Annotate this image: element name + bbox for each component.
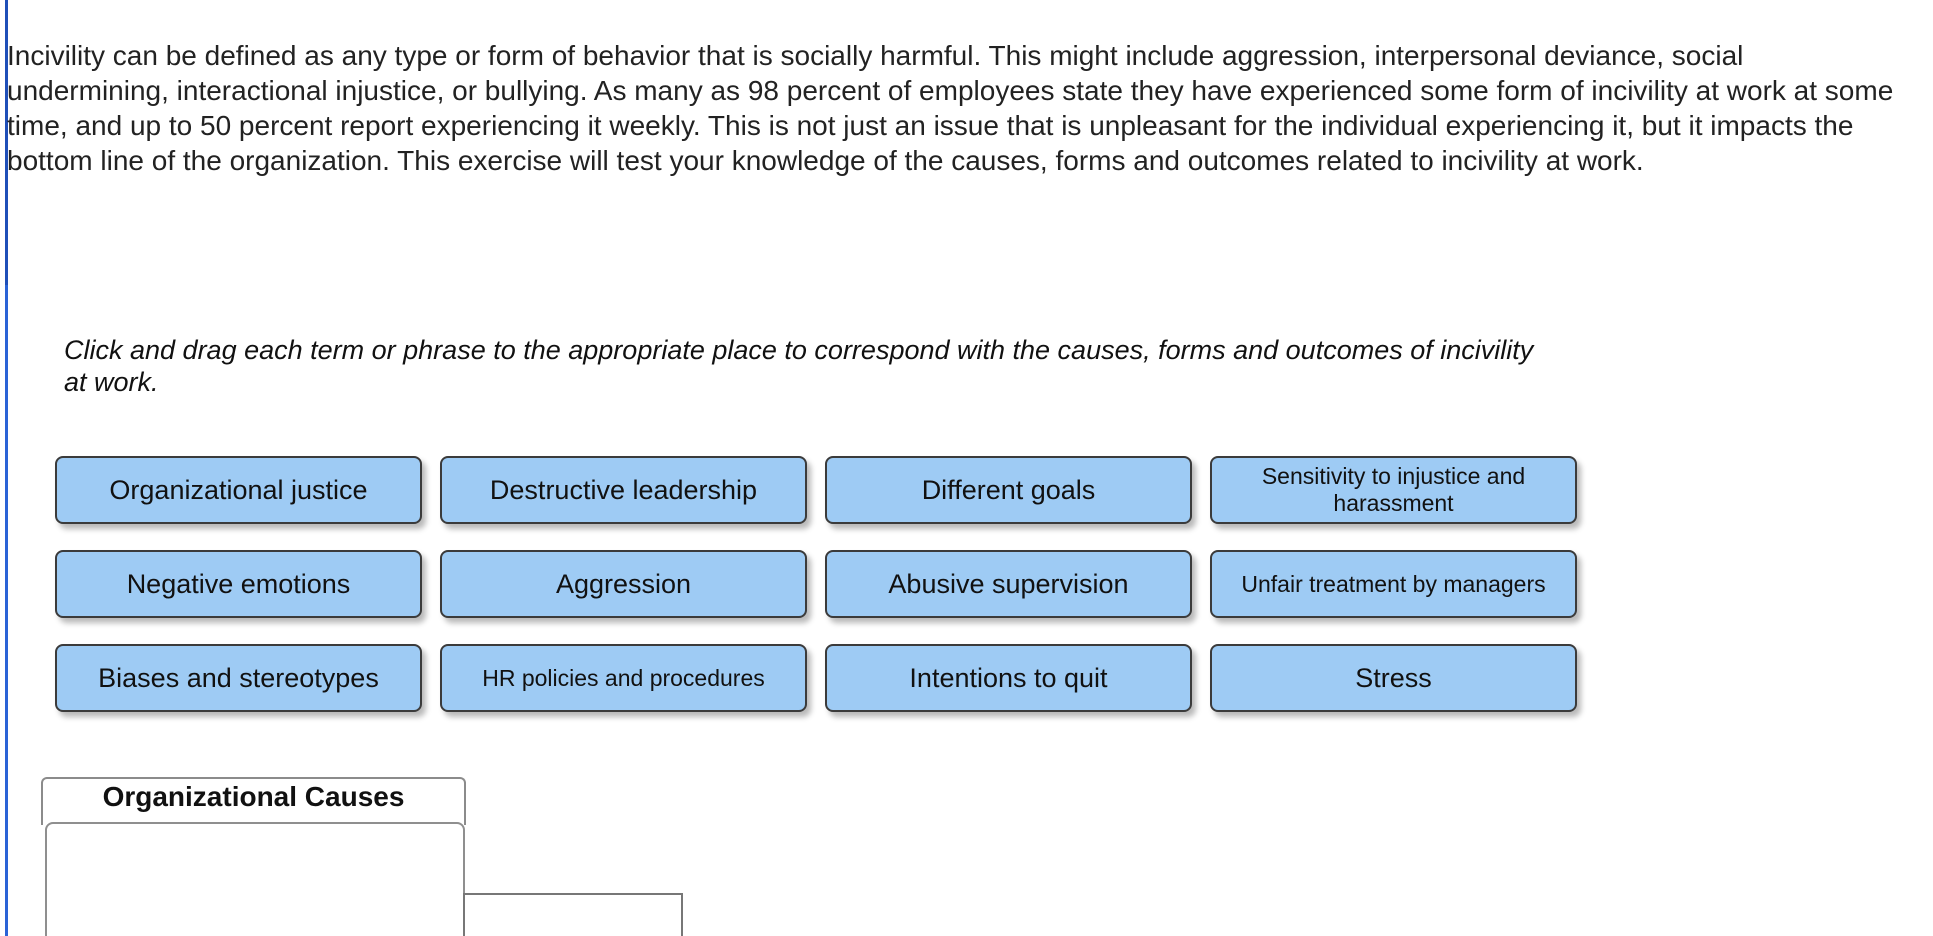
term-bank <box>55 456 1595 712</box>
term-chip-unfair-treatment[interactable]: Unfair treatment by managers <box>1210 550 1577 618</box>
instruction-text: Click and drag each term or phrase to the appropriate place to correspond with the causes, forms and outcomes of incivility at work. <box>64 335 1534 397</box>
term-chip-stress[interactable]: Stress <box>1210 644 1577 712</box>
term-chip-aggression[interactable]: Aggression <box>440 550 807 618</box>
drop-zone-title: Organizational Causes <box>102 781 405 812</box>
intro-paragraph: Incivility can be defined as any type or form of behavior that is socially harmful. This might include aggression, interpersonal deviance, social undermining, interactional injustice, or bullying. As many as 98 percent of employees state they have experienced some form of incivility at work at some time, and up to 50 percent report experiencing it weekly. This is not just an issue that is unpleasant for the individual experiencing it, but it impacts the bottom line of the organization. This exercise will test your knowledge of the causes, forms and outcomes related to incivility at work. <box>7 40 1894 176</box>
drop-target-organizational-causes[interactable] <box>45 822 465 936</box>
term-chip-abusive-supervision[interactable]: Abusive supervision <box>825 550 1192 618</box>
term-chip-different-goals[interactable]: Different goals <box>825 456 1192 524</box>
term-chip-hr-policies[interactable]: HR policies and procedures <box>440 644 807 712</box>
term-chip-biases-and-stereotypes[interactable]: Biases and stereotypes <box>55 644 422 712</box>
partial-drop-zone[interactable] <box>463 893 683 936</box>
drop-zone-organizational-causes <box>41 777 466 936</box>
term-chip-negative-emotions[interactable]: Negative emotions <box>55 550 422 618</box>
term-chip-organizational-justice[interactable]: Organizational justice <box>55 456 422 524</box>
term-chip-sensitivity-to-injustice[interactable]: Sensitivity to injustice and harassment <box>1210 456 1577 524</box>
term-chip-destructive-leadership[interactable]: Destructive leadership <box>440 456 807 524</box>
term-chip-intentions-to-quit[interactable]: Intentions to quit <box>825 644 1192 712</box>
